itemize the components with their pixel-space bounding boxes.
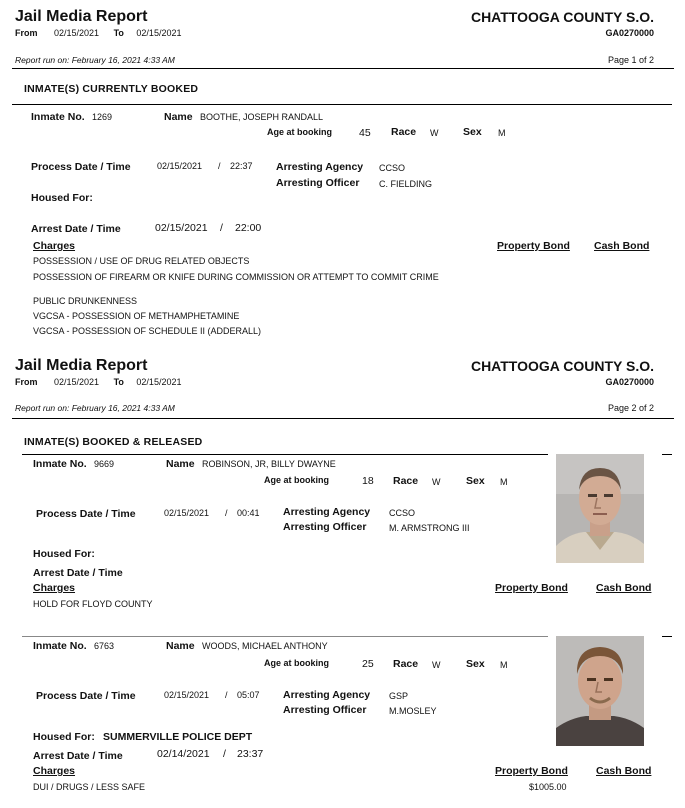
- agency-name: CHATTOOGA COUNTY S.O.: [470, 358, 654, 374]
- inmate-name: ROBINSON, JR, BILLY DWAYNE: [202, 459, 336, 469]
- report-run-on: Report run on: February 16, 2021 4:33 AM: [15, 403, 175, 413]
- date-range: [15, 28, 181, 38]
- race-label: Race: [391, 126, 417, 138]
- name-label: Name: [166, 640, 195, 652]
- section-divider: [12, 104, 672, 105]
- arrest-time: 23:37: [237, 748, 264, 760]
- sex-label: Sex: [466, 475, 485, 487]
- arresting-officer: M. ARMSTRONG III: [389, 523, 470, 533]
- race-label: Race: [393, 475, 419, 487]
- arresting-officer-label: Arresting Officer: [283, 521, 367, 533]
- arrest-time: 22:00: [235, 222, 262, 234]
- arresting-agency: CCSO: [379, 163, 406, 173]
- process-time: 05:07: [237, 690, 260, 700]
- name-label: Name: [166, 458, 195, 470]
- sex-value: M: [500, 477, 508, 487]
- property-bond-header: Property Bond: [495, 582, 568, 594]
- property-bond-header: Property Bond: [495, 765, 568, 777]
- slash: /: [220, 222, 223, 234]
- sex-label: Sex: [466, 658, 485, 670]
- slash: /: [218, 161, 221, 171]
- arresting-agency-label: Arresting Agency: [276, 161, 364, 173]
- process-date: 02/15/2021: [157, 161, 203, 171]
- process-time: 00:41: [237, 508, 260, 518]
- housed-for-label: Housed For:: [31, 192, 93, 204]
- to-label: To: [113, 28, 124, 38]
- charges-header: Charges: [33, 582, 76, 594]
- to-date: 02/15/2021: [136, 377, 182, 387]
- from-label: From: [15, 377, 38, 387]
- mugshot-photo: [556, 636, 644, 746]
- page-number: Page 1 of 2: [607, 55, 654, 65]
- section-divider: [22, 454, 548, 455]
- inmate-name: WOODS, MICHAEL ANTHONY: [202, 641, 328, 651]
- from-date: 02/15/2021: [54, 377, 100, 387]
- slash: /: [223, 748, 226, 760]
- slash: /: [225, 508, 228, 518]
- report-run-on: Report run on: February 16, 2021 4:33 AM: [15, 55, 175, 65]
- housed-for-value: SUMMERVILLE POLICE DEPT: [103, 731, 253, 743]
- arresting-agency-label: Arresting Agency: [283, 506, 371, 518]
- charge-item: POSSESSION OF FIREARM OR KNIFE DURING COMMISSION OR ATTEMPT TO COMMIT CRIME: [33, 272, 439, 282]
- race-label: Race: [393, 658, 419, 670]
- inmate-no: 9669: [94, 459, 115, 469]
- process-date-label: Process Date / Time: [31, 161, 131, 173]
- inmate-no-label: Inmate No.: [33, 458, 87, 470]
- arresting-officer-label: Arresting Officer: [283, 704, 367, 716]
- inmate-no: 6763: [94, 641, 115, 651]
- cash-bond-header: Cash Bond: [594, 240, 650, 252]
- property-bond-header: Property Bond: [497, 240, 570, 252]
- process-date: 02/15/2021: [164, 508, 210, 518]
- slash: /: [225, 690, 228, 700]
- ori-number: GA0270000: [605, 28, 654, 38]
- age-label: Age at booking: [267, 127, 332, 137]
- charge-item: DUI / DRUGS / LESS SAFE: [33, 782, 146, 792]
- from-date: 02/15/2021: [54, 28, 100, 38]
- age-value: 18: [362, 475, 374, 487]
- charge-item: POSSESSION / USE OF DRUG RELATED OBJECTS: [33, 256, 250, 266]
- race-value: W: [432, 477, 441, 487]
- charge-item: VGCSA - POSSESSION OF SCHEDULE II (ADDERALL): [33, 326, 262, 336]
- process-date-label: Process Date / Time: [36, 508, 136, 520]
- property-bond-amount: $1005.00: [529, 782, 567, 792]
- agency-name: CHATTOOGA COUNTY S.O.: [470, 9, 654, 25]
- name-label: Name: [164, 111, 193, 123]
- header-divider: [12, 418, 674, 419]
- process-date: 02/15/2021: [164, 690, 210, 700]
- arresting-agency: GSP: [389, 691, 409, 701]
- report-title: Jail Media Report: [15, 357, 148, 374]
- report-title: Jail Media Report: [15, 8, 148, 25]
- inmate-name: BOOTHE, JOSEPH RANDALL: [200, 112, 324, 122]
- section-divider-tick: [662, 454, 672, 455]
- section-title: INMATE(S) CURRENTLY BOOKED: [24, 83, 199, 95]
- sex-value: M: [498, 128, 506, 138]
- charges-header: Charges: [33, 240, 76, 252]
- process-time: 22:37: [230, 161, 253, 171]
- arrest-date: 02/15/2021: [155, 222, 208, 234]
- race-value: W: [430, 128, 439, 138]
- charge-item: PUBLIC DRUNKENNESS: [33, 296, 138, 306]
- arrest-date-label: Arrest Date / Time: [33, 750, 123, 762]
- cash-bond-header: Cash Bond: [596, 765, 652, 777]
- ori-number: GA0270000: [605, 377, 654, 387]
- inmate-no-label: Inmate No.: [33, 640, 87, 652]
- age-value: 25: [362, 658, 374, 670]
- section-title: INMATE(S) BOOKED & RELEASED: [24, 436, 203, 448]
- to-label: To: [113, 377, 124, 387]
- housed-for-label: Housed For:: [33, 731, 95, 743]
- header-divider: [12, 68, 674, 69]
- arresting-officer: C. FIELDING: [379, 179, 433, 189]
- arresting-agency: CCSO: [389, 508, 416, 518]
- record-divider-tick: [662, 636, 672, 637]
- age-value: 45: [359, 127, 371, 139]
- cash-bond-header: Cash Bond: [596, 582, 652, 594]
- mugshot-photo: [556, 454, 644, 563]
- arresting-agency-label: Arresting Agency: [283, 689, 371, 701]
- arrest-date-label: Arrest Date / Time: [31, 223, 121, 235]
- process-date-label: Process Date / Time: [36, 690, 136, 702]
- date-range: [15, 377, 181, 387]
- arresting-officer: M.MOSLEY: [389, 706, 437, 716]
- record-divider: [22, 636, 548, 637]
- page-number: Page 2 of 2: [607, 403, 654, 413]
- inmate-no: 1269: [92, 112, 113, 122]
- sex-value: M: [500, 660, 508, 670]
- arrest-date: 02/14/2021: [157, 748, 210, 760]
- housed-for-label: Housed For:: [33, 548, 95, 560]
- charges-header: Charges: [33, 765, 76, 777]
- from-label: From: [15, 28, 38, 38]
- sex-label: Sex: [463, 126, 482, 138]
- charge-item: VGCSA - POSSESSION OF METHAMPHETAMINE: [33, 311, 240, 321]
- race-value: W: [432, 660, 441, 670]
- age-label: Age at booking: [264, 475, 329, 485]
- age-label: Age at booking: [264, 658, 329, 668]
- charge-item: HOLD FOR FLOYD COUNTY: [33, 599, 153, 609]
- arrest-date-label: Arrest Date / Time: [33, 567, 123, 579]
- inmate-no-label: Inmate No.: [31, 111, 85, 123]
- to-date: 02/15/2021: [136, 28, 182, 38]
- arresting-officer-label: Arresting Officer: [276, 177, 360, 189]
